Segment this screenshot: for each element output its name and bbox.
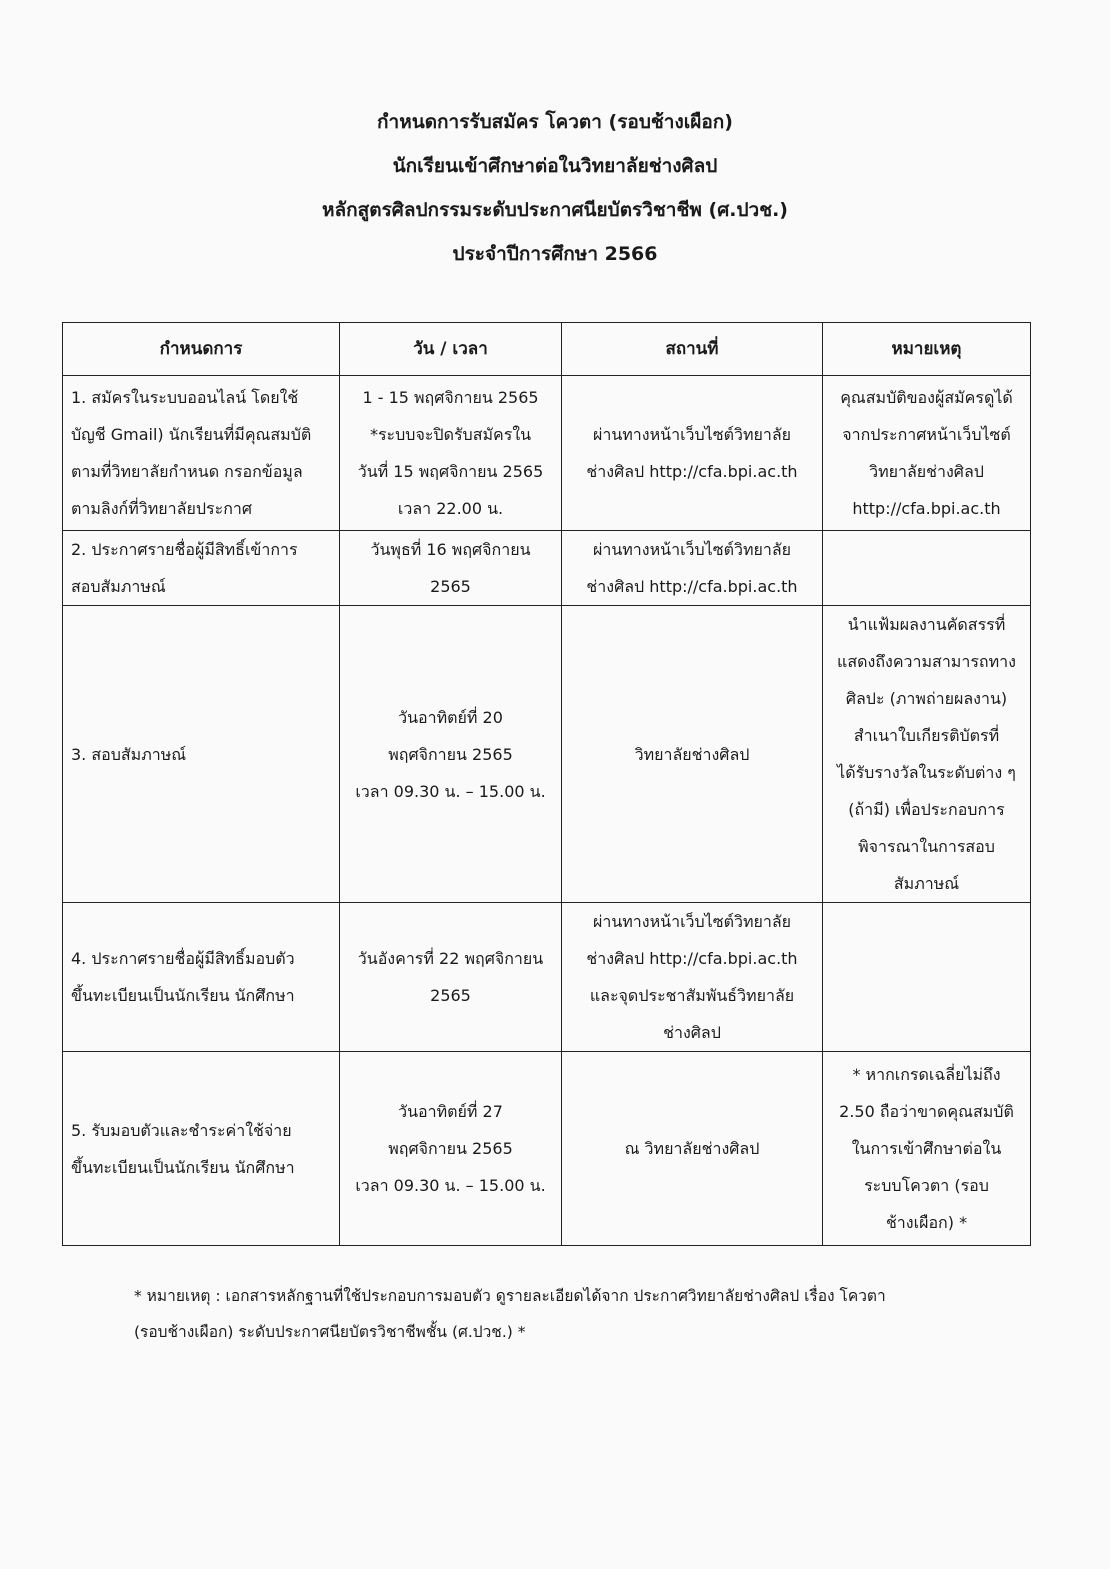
remark-line: นำแฟ้มผลงานคัดสรรที่ — [847, 615, 1006, 634]
date-time-line: *ระบบจะปิดรับสมัครใน — [369, 425, 532, 444]
remark-line: วิทยาลัยช่างศิลป — [869, 462, 984, 481]
table-row — [63, 903, 1031, 1052]
title-line-2: นักเรียนเข้าศึกษาต่อในวิทยาลัยช่างศิลป — [392, 155, 718, 177]
schedule-item-line: 1. สมัครในระบบออนไลน์ โดยใช้ — [71, 388, 299, 407]
place-cell — [562, 1052, 823, 1246]
date-time-line: เวลา 22.00 น. — [397, 499, 504, 518]
schedule-item-line: ขึ้นทะเบียนเป็นนักเรียน นักศึกษา — [71, 1157, 295, 1177]
schedule-item-line: บัญชี Gmail) นักเรียนที่มีคุณสมบัติ — [71, 425, 312, 444]
schedule-item-cell — [63, 903, 340, 1052]
schedule-item-line: 3. สอบสัมภาษณ์ — [71, 744, 187, 764]
date-time-line: วันพุธที่ 16 พฤศจิกายน — [370, 540, 531, 559]
date-time-line: วันอาทิตย์ที่ 27 — [398, 1102, 503, 1121]
header-remark: หมายเหตุ — [823, 323, 1031, 376]
title-line-3: หลักสูตรศิลปกรรมระดับประกาศนียบัตรวิชาชีพ (ศ.ปวช.) — [321, 199, 788, 221]
date-time-line: 1 - 15 พฤศจิกายน 2565 — [362, 388, 539, 407]
table-header-row — [63, 323, 1031, 376]
remark-line: ศิลปะ (ภาพถ่ายผลงาน) — [845, 689, 1008, 708]
remark-line: (ถ้ามี) เพื่อประกอบการ — [848, 800, 1005, 819]
remark-line: แสดงถึงความสามารถทาง — [837, 652, 1016, 671]
date-time-cell — [340, 1052, 562, 1246]
header-date-time: วัน / เวลา — [340, 323, 562, 376]
place-line: และจุดประชาสัมพันธ์วิทยาลัย — [589, 986, 795, 1005]
schedule-table — [62, 322, 1031, 1246]
schedule-item-cell — [63, 606, 340, 903]
date-time-cell — [340, 903, 562, 1052]
table-row — [63, 376, 1031, 531]
remark-cell — [823, 1052, 1031, 1246]
place-cell — [562, 903, 823, 1052]
remark-line: สัมภาษณ์ — [893, 874, 960, 893]
schedule-item-line: ตามที่วิทยาลัยกำหนด กรอกข้อมูล — [71, 462, 303, 481]
schedule-item-cell — [63, 1052, 340, 1246]
place-line: ช่างศิลป http://cfa.bpi.ac.th — [586, 949, 798, 968]
place-line: ช่างศิลป http://cfa.bpi.ac.th — [586, 577, 798, 596]
remark-cell — [823, 531, 1031, 606]
document-title — [0, 100, 1110, 276]
remark-line: สำเนาใบเกียรติบัตรที่ — [853, 726, 1000, 745]
date-time-line: วันอาทิตย์ที่ 20 — [398, 707, 503, 727]
place-line: วิทยาลัยช่างศิลป — [634, 744, 750, 764]
date-time-line: เวลา 09.30 น. – 15.00 น. — [355, 1176, 546, 1195]
place-cell — [562, 606, 823, 903]
remark-line: 2.50 ถือว่าขาดคุณสมบัติ — [839, 1102, 1014, 1121]
schedule-item-line: ขึ้นทะเบียนเป็นนักเรียน นักศึกษา — [71, 986, 295, 1005]
table-row — [63, 531, 1031, 606]
table-row — [63, 606, 1031, 903]
remark-line: ช้างเผือก) * — [885, 1213, 968, 1232]
date-time-cell — [340, 606, 562, 903]
remark-line: ได้รับรางวัลในระดับต่าง ๆ — [837, 763, 1016, 782]
table-body — [63, 376, 1031, 1246]
remark-cell — [823, 903, 1031, 1052]
footnote-line-2: (รอบช้างเผือก) ระดับประกาศนียบัตรวิชาชีพชั้น (ศ.ปวช.) * — [134, 1323, 526, 1341]
title-line-1: กำหนดการรับสมัคร โควตา (รอบช้างเผือก) — [377, 111, 733, 133]
remark-line: http://cfa.bpi.ac.th — [852, 499, 1001, 518]
remark-line: พิจารณาในการสอบ — [858, 837, 995, 856]
schedule-item-cell — [63, 531, 340, 606]
date-time-line: พฤศจิกายน 2565 — [388, 1139, 513, 1158]
remark-line: คุณสมบัติของผู้สมัครดูได้ — [840, 388, 1013, 407]
title-line-4: ประจำปีการศึกษา 2566 — [452, 243, 658, 265]
remark-cell — [823, 376, 1031, 531]
remark-line: ระบบโควตา (รอบ — [864, 1176, 989, 1195]
remark-line: จากประกาศหน้าเว็บไซต์ — [842, 425, 1011, 444]
place-line: ผ่านทางหน้าเว็บไซต์วิทยาลัย — [592, 912, 792, 931]
date-time-line: พฤศจิกายน 2565 — [388, 744, 513, 764]
place-line: ช่างศิลป http://cfa.bpi.ac.th — [586, 462, 798, 481]
date-time-line: 2565 — [430, 986, 471, 1005]
place-line: ผ่านทางหน้าเว็บไซต์วิทยาลัย — [592, 425, 792, 444]
schedule-item-line: 2. ประกาศรายชื่อผู้มีสิทธิ์เข้าการ — [71, 540, 298, 559]
footnote-line-1: * หมายเหตุ : เอกสารหลักฐานที่ใช้ประกอบการมอบตัว ดูรายละเอียดได้จาก ประกาศวิทยาลัยช่างศิลป เรื่อง โควตา — [134, 1287, 886, 1305]
place-line: ช่างศิลป — [663, 1023, 721, 1042]
place-cell — [562, 531, 823, 606]
table-row — [63, 1052, 1031, 1246]
date-time-line: เวลา 09.30 น. – 15.00 น. — [355, 781, 546, 801]
place-line: ผ่านทางหน้าเว็บไซต์วิทยาลัย — [592, 540, 792, 559]
date-time-line: วันอังคารที่ 22 พฤศจิกายน — [357, 949, 544, 968]
schedule-item-line: ตามลิงก์ที่วิทยาลัยประกาศ — [71, 499, 253, 518]
schedule-item-line: 4. ประกาศรายชื่อผู้มีสิทธิ์มอบตัว — [71, 949, 295, 968]
place-cell — [562, 376, 823, 531]
date-time-line: วันที่ 15 พฤศจิกายน 2565 — [357, 462, 544, 481]
remark-cell — [823, 606, 1031, 903]
date-time-line: 2565 — [430, 577, 471, 596]
header-place: สถานที่ — [562, 323, 823, 376]
header-schedule: กำหนดการ — [63, 323, 340, 376]
date-time-cell — [340, 376, 562, 531]
footnote — [134, 1278, 1014, 1350]
schedule-item-line: สอบสัมภาษณ์ — [71, 577, 166, 596]
place-line: ณ วิทยาลัยช่างศิลป — [624, 1139, 760, 1158]
remark-line: ในการเข้าศึกษาต่อใน — [851, 1139, 1002, 1158]
schedule-item-line: 5. รับมอบตัวและชำระค่าใช้จ่าย — [71, 1120, 292, 1140]
schedule-item-cell — [63, 376, 340, 531]
remark-line: * หากเกรดเฉลี่ยไม่ถึง — [852, 1065, 1001, 1084]
date-time-cell — [340, 531, 562, 606]
